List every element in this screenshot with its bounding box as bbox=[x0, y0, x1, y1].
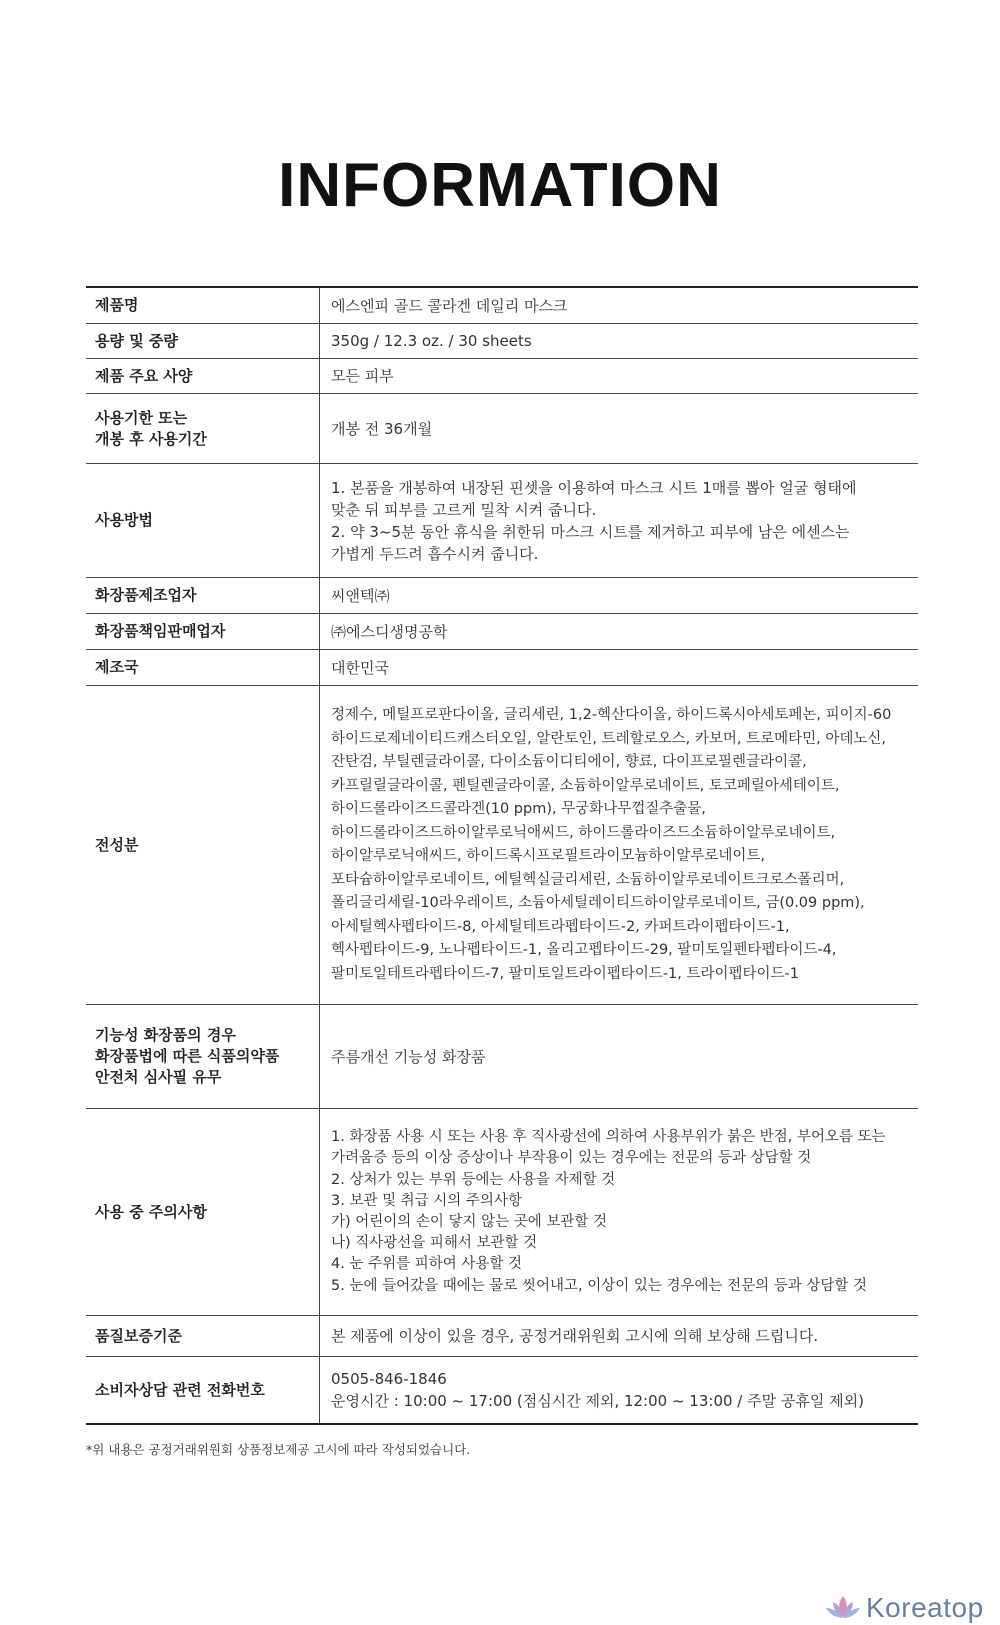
table-row bbox=[86, 359, 918, 394]
row-label: 기능성 화장품의 경우 화장품법에 따른 식품의약품 안전처 심사필 유무 bbox=[86, 1005, 320, 1108]
product-info-table bbox=[86, 286, 918, 1425]
row-label: 소비자상담 관련 전화번호 bbox=[86, 1357, 320, 1423]
caution-line: 3. 보관 및 취급 시의 주의사항 bbox=[331, 1192, 522, 1209]
usage-line: 가볍게 두드려 흡수시켜 줍니다. bbox=[331, 544, 539, 563]
caution-line: 가려움증 등의 이상 증상이나 부작용이 있는 경우에는 전문의 등과 상담할 것 bbox=[331, 1150, 812, 1167]
row-value: 개봉 전 36개월 bbox=[331, 419, 433, 438]
row-value bbox=[320, 686, 918, 1004]
row-value: 350g / 12.3 oz. / 30 sheets bbox=[331, 332, 532, 350]
usage-line: 1. 본품을 개봉하여 내장된 핀셋을 이용하여 마스크 시트 1매를 뽑아 얼굴 형태에 bbox=[331, 478, 857, 497]
row-label: 품질보증기준 bbox=[86, 1316, 320, 1356]
ingredient-line: 하이드롤라이즈드콜라겐(10 ppm), 무궁화나무껍질추출물, bbox=[331, 801, 706, 817]
row-value bbox=[320, 464, 918, 577]
row-value: 모든 피부 bbox=[331, 367, 394, 385]
ingredient-line: 하이드롤라이즈드하이알루로닉애씨드, 하이드롤라이즈드소듐하이알루로네이트, bbox=[331, 824, 836, 841]
row-value bbox=[320, 1109, 918, 1315]
table-row bbox=[86, 1109, 918, 1316]
row-value: 에스엔피 골드 콜라겐 데일리 마스크 bbox=[331, 296, 568, 315]
row-label: 제조국 bbox=[86, 650, 320, 685]
row-label: 사용기한 또는 개봉 후 사용기간 bbox=[86, 394, 320, 463]
table-row bbox=[86, 650, 918, 686]
ingredient-line: 하이알루로닉애씨드, 하이드록시프로필트라이모늄하이알루로네이트, bbox=[331, 848, 766, 864]
caution-line: 4. 눈 주위를 피하여 사용할 것 bbox=[331, 1256, 522, 1273]
row-label: 사용방법 bbox=[86, 464, 320, 577]
table-row bbox=[86, 686, 918, 1005]
ingredient-line: 하이드로제네이티드캐스터오일, 알란토인, 트레할로오스, 카보머, 트로메타민, 아데노신, bbox=[331, 730, 886, 747]
table-row bbox=[86, 578, 918, 614]
caution-line: 가) 어린이의 손이 닿지 않는 곳에 보관할 것 bbox=[331, 1214, 608, 1230]
ingredient-line: 아세틸헥사펩타이드-8, 아세틸테트라펩타이드-2, 카퍼트라이펩타이드-1, bbox=[331, 918, 790, 935]
row-label: 전성분 bbox=[86, 686, 320, 1004]
table-row bbox=[86, 464, 918, 578]
caution-line: 2. 상처가 있는 부위 등에는 사용을 자제할 것 bbox=[331, 1171, 616, 1188]
ingredient-line: 폴리글리세릴-10라우레이트, 소듐아세틸레이티드하이알루로네이트, 금(0.09 ppm), bbox=[331, 895, 865, 911]
ingredient-line: 카프릴릴글라이콜, 펜틸렌글라이콜, 소듐하이알루로네이트, 토코페릴아세테이트, bbox=[331, 777, 840, 794]
usage-line: 맞춘 뒤 피부를 고르게 밀착 시켜 줍니다. bbox=[331, 500, 597, 519]
table-row bbox=[86, 1316, 918, 1357]
row-value: 본 제품에 이상이 있을 경우, 공정거래위원회 고시에 의해 보상해 드립니다. bbox=[331, 1327, 819, 1345]
row-label: 사용 중 주의사항 bbox=[86, 1109, 320, 1315]
footnote: *위 내용은 공정거래위원회 상품정보제공 고시에 따라 작성되었습니다. bbox=[86, 1442, 471, 1457]
row-value bbox=[320, 1357, 918, 1423]
row-label: 용량 및 중량 bbox=[86, 324, 320, 358]
table-row bbox=[86, 288, 918, 324]
table-row bbox=[86, 614, 918, 650]
ingredient-line: 잔탄검, 부틸렌글라이콜, 다이소듐이디티에이, 향료, 다이프로필렌글라이콜, bbox=[331, 754, 807, 770]
row-label: 제품 주요 사양 bbox=[86, 359, 320, 393]
brand-logo bbox=[824, 1592, 984, 1624]
caution-line: 1. 화장품 사용 시 또는 사용 후 직사광선에 의하여 사용부위가 붉은 반점, 부어오름 또는 bbox=[331, 1129, 886, 1146]
caution-line: 나) 직사광선을 피해서 보관할 것 bbox=[331, 1235, 538, 1252]
row-value: 씨앤텍㈜ bbox=[331, 586, 390, 605]
row-value: 주름개선 기능성 화장품 bbox=[331, 1047, 486, 1066]
lotus-icon bbox=[824, 1593, 862, 1623]
table-row bbox=[86, 394, 918, 464]
row-label: 화장품책임판매업자 bbox=[86, 614, 320, 649]
ingredient-line: 정제수, 메틸프로판다이올, 글리세린, 1,2-헥산다이올, 하이드록시아세토페논, 피이지-60 bbox=[331, 707, 892, 723]
table-row bbox=[86, 1005, 918, 1109]
caution-line: 5. 눈에 들어갔을 때에는 물로 씻어내고, 이상이 있는 경우에는 전문의 등과 상담할 것 bbox=[331, 1277, 867, 1294]
table-row bbox=[86, 324, 918, 359]
table-row bbox=[86, 1357, 918, 1423]
ingredient-line: 포타슘하이알루로네이트, 에틸헥실글리세린, 소듐하이알루로네이트크로스폴리머, bbox=[331, 871, 845, 888]
row-label: 화장품제조업자 bbox=[86, 578, 320, 613]
page-title: INFORMATION bbox=[278, 151, 722, 220]
ingredient-line: 헥사펩타이드-9, 노나펩타이드-1, 올리고펩타이드-29, 팔미토일펜타펩타이드-4, bbox=[331, 942, 837, 958]
brand-name: Koreatop bbox=[866, 1592, 984, 1623]
phone-number: 0505-846-1846 bbox=[331, 1370, 447, 1388]
row-label: 제품명 bbox=[86, 288, 320, 323]
row-value: ㈜에스디생명공학 bbox=[331, 622, 448, 641]
row-value: 대한민국 bbox=[331, 658, 389, 677]
usage-line: 2. 약 3~5분 동안 휴식을 취한뒤 마스크 시트를 제거하고 피부에 남은 에센스는 bbox=[331, 522, 850, 541]
business-hours: 운영시간 : 10:00 ~ 17:00 (점심시간 제외, 12:00 ~ 13:00 / 주말 공휴일 제외) bbox=[331, 1392, 864, 1410]
ingredient-line: 팔미토일테트라펩타이드-7, 팔미토일트라이펩타이드-1, 트라이펩타이드-1 bbox=[331, 965, 800, 982]
